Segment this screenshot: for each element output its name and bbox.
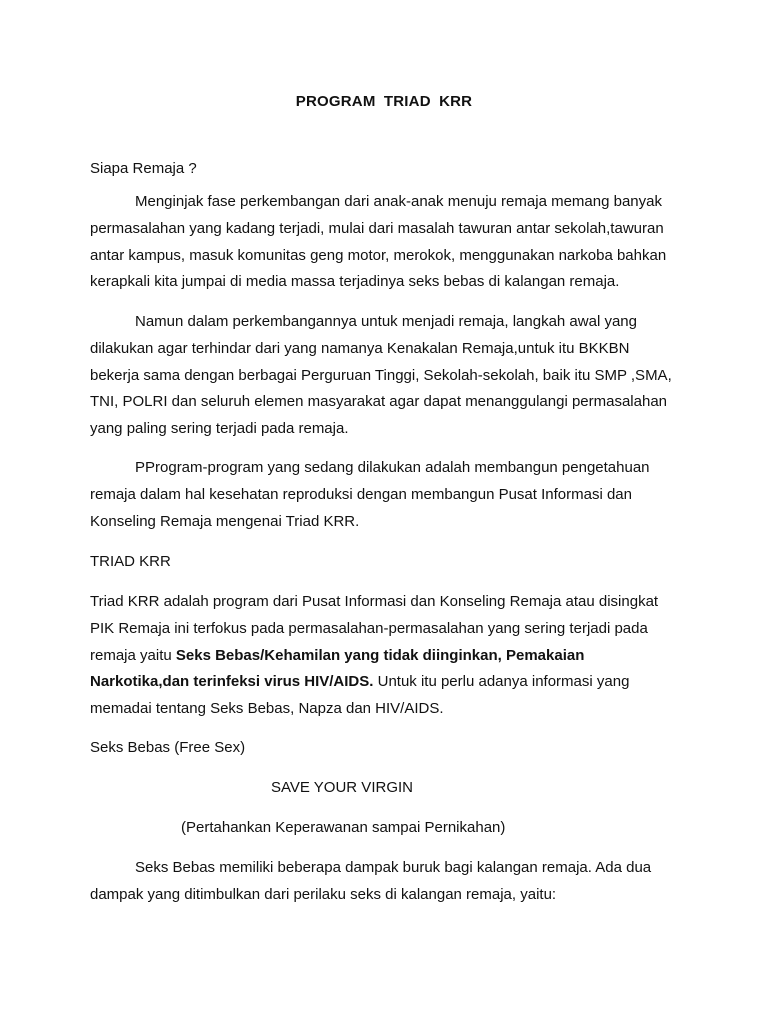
- slogan: SAVE YOUR VIRGIN: [271, 779, 413, 796]
- paragraph-2-line: bekerja sama dengan berbagai Perguruan Tinggi, Sekolah-sekolah, baik itu SMP ,SMA,: [90, 366, 672, 384]
- paragraph-4-text: remaja yaitu: [90, 646, 176, 664]
- paragraph-2-line: yang paling sering terjadi pada remaja.: [90, 420, 349, 438]
- paragraph-3-line: remaja dalam hal kesehatan reproduksi dengan membangun Pusat Informasi dan: [90, 485, 632, 503]
- paragraph-4-line: PIK Remaja ini terfokus pada permasalahan-permasalahan yang sering terjadi pada: [90, 619, 648, 637]
- paragraph-4-line: [90, 669, 690, 696]
- paragraph-4-line: memadai tentang Seks Bebas, Napza dan HIV/AIDS.: [90, 700, 444, 718]
- paragraph-2-line: TNI, POLRI dan seluruh elemen masyarakat agar dapat menanggulangi permasalahan: [90, 393, 668, 411]
- paragraph-1-line: kerapkali kita jumpai di media massa terjadinya seks bebas di kalangan remaja.: [90, 273, 620, 291]
- paragraph-5: [90, 855, 690, 909]
- paragraph-2-line: dilakukan agar terhindar dari yang namanya Kenakalan Remaja,untuk itu BKKBN: [90, 339, 630, 357]
- paragraph-3-line: PProgram-program yang sedang dilakukan adalah membangun pengetahuan: [135, 459, 650, 476]
- paragraph-1-line: permasalahan yang kadang terjadi, mulai dari masalah tawuran antar sekolah,tawuran: [90, 219, 664, 237]
- slogan-subtitle: (Pertahankan Keperawanan sampai Pernikahan): [181, 819, 506, 836]
- paragraph-4: [90, 589, 690, 723]
- paragraph-4-text: Untuk itu perlu adanya informasi yang: [373, 673, 630, 691]
- section-heading-siapa-remaja: Siapa Remaja ?: [90, 160, 197, 177]
- paragraph-5-line: dampak yang ditimbulkan dari perilaku seks di kalangan remaja, yaitu:: [90, 885, 557, 903]
- paragraph-1-line: antar kampus, masuk komunitas geng motor, merokok, menggunakan narkoba bahkan: [90, 246, 667, 264]
- paragraph-1-line: Menginjak fase perkembangan dari anak-anak menuju remaja memang banyak: [135, 193, 662, 210]
- paragraph-2-line: Namun dalam perkembangannya untuk menjadi remaja, langkah awal yang: [135, 313, 637, 330]
- document-title: PROGRAM TRIAD KRR: [295, 93, 473, 110]
- paragraph-4-bold-text: Narkotika,dan terinfeksi virus HIV/AIDS.: [90, 673, 374, 691]
- paragraph-3: [90, 455, 690, 535]
- paragraph-1: [90, 189, 690, 296]
- paragraph-4-bold-text: Seks Bebas/Kehamilan yang tidak diinginkan, Pemakaian: [175, 646, 585, 664]
- paragraph-2: [90, 309, 690, 443]
- section-heading-triad-krr: TRIAD KRR: [90, 553, 171, 570]
- paragraph-5-line: Seks Bebas memiliki beberapa dampak buruk bagi kalangan remaja. Ada dua: [135, 859, 652, 876]
- paragraph-4-line: [90, 643, 690, 670]
- paragraph-3-line: Konseling Remaja mengenai Triad KRR.: [90, 512, 360, 530]
- section-heading-seks-bebas: Seks Bebas (Free Sex): [90, 739, 246, 756]
- paragraph-4-line: Triad KRR adalah program dari Pusat Informasi dan Konseling Remaja atau disingkat: [90, 593, 659, 610]
